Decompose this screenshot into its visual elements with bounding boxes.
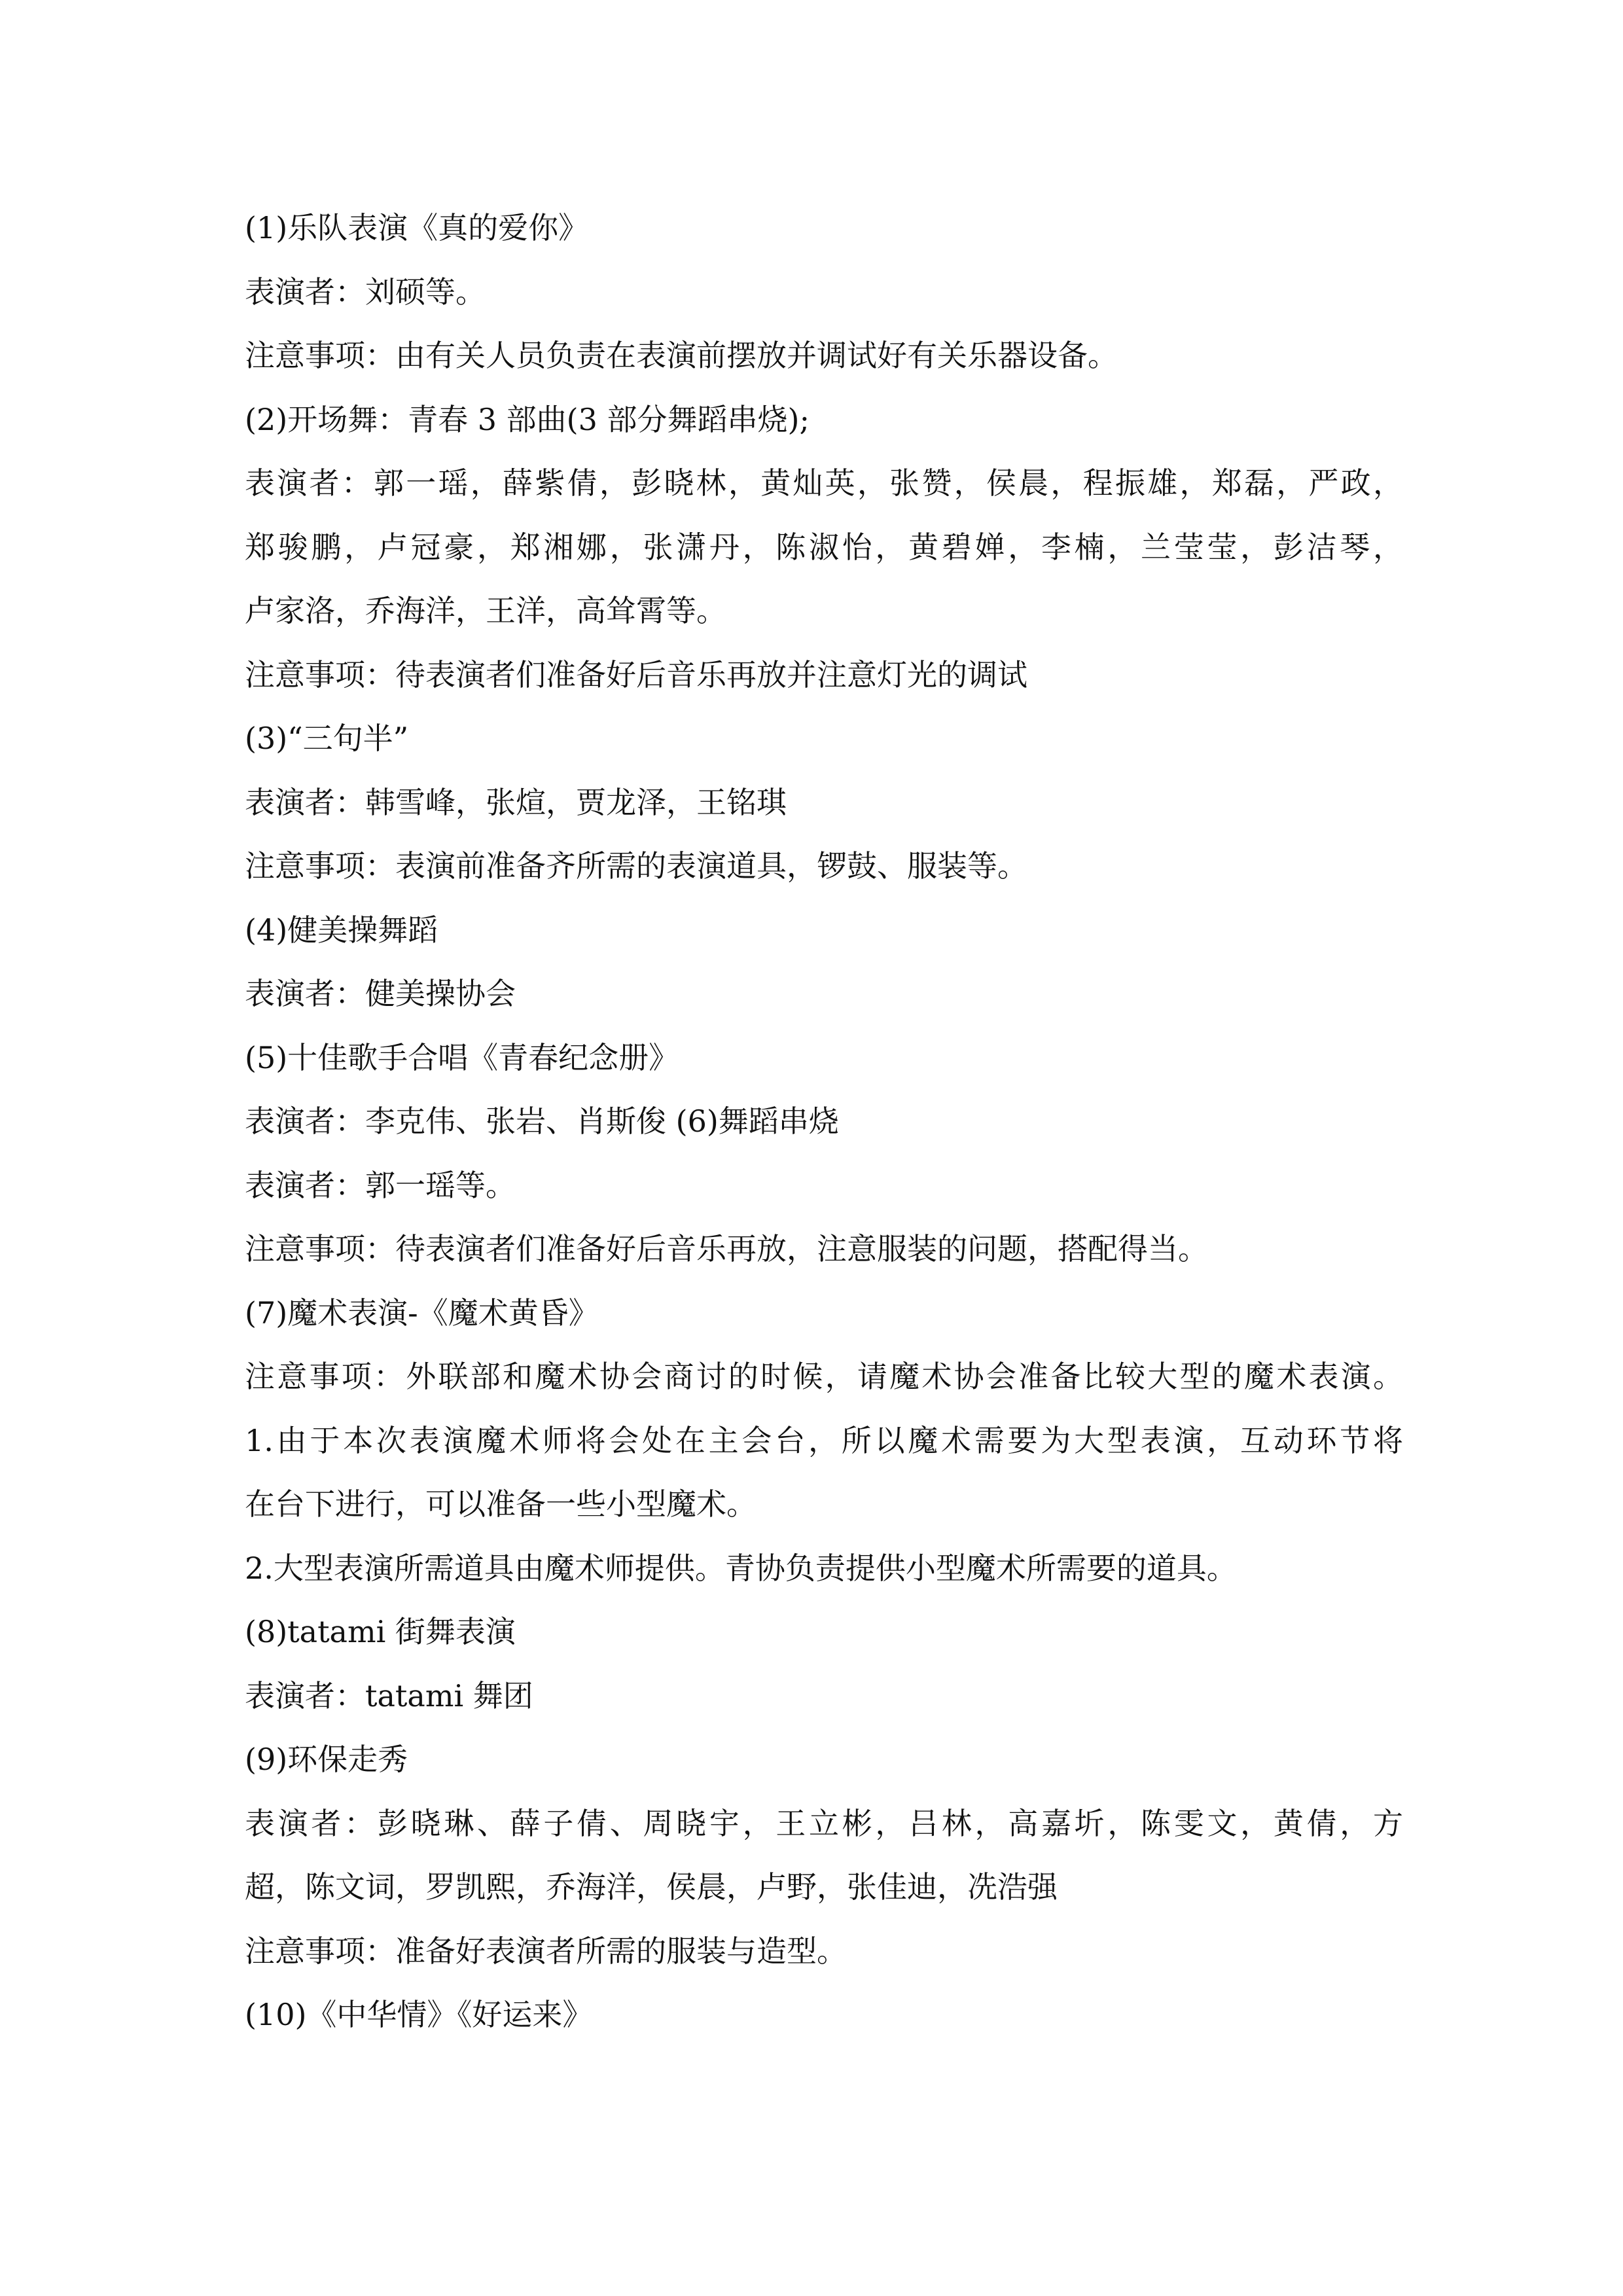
item-3-title: (3)“三句半”	[245, 721, 409, 756]
item-7-point-2: 2.大型表演所需道具由魔术师提供。青协负责提供小型魔术所需要的道具。	[245, 1550, 1237, 1586]
item-2-title: (2)开场舞：青春 3 部曲(3 部分舞蹈串烧);	[245, 401, 810, 437]
item-6-performers: 表演者：郭一瑶等。	[245, 1167, 516, 1203]
item-9-performers-line-2: 超，陈文词，罗凯熙，乔海洋，侯晨，卢野，张佳迪，冼浩强	[245, 1869, 1058, 1905]
document-body	[245, 204, 1403, 2055]
item-1-notes: 注意事项：由有关人员负责在表演前摆放并调试好有关乐器设备。	[245, 338, 1118, 373]
item-10-title: (10)《中华情》《好运来》	[245, 1997, 593, 2032]
item-9-performers-line-1: 表演者：彭晓琳、薛子倩、周晓宇，王立彬，吕林，高嘉圻，陈雯文，黄倩，方	[245, 1805, 1403, 1841]
item-5-title: (5)十佳歌手合唱《青春纪念册》	[245, 1039, 679, 1075]
item-9-notes: 注意事项：准备好表演者所需的服装与造型。	[245, 1933, 847, 1969]
item-7-title: (7)魔术表演-《魔术黄昏》	[245, 1295, 599, 1331]
item-4-performers: 表演者：健美操协会	[245, 976, 516, 1011]
item-5-performers-and-item-6-title: 表演者：李克伟、张岩、肖斯俊 (6)舞蹈串烧	[245, 1103, 839, 1139]
item-7-point-1-line-2: 在台下进行，可以准备一些小型魔术。	[245, 1486, 757, 1522]
item-2-performers-line-1: 表演者：郭一瑶，薛紫倩，彭晓林，黄灿英，张赞，侯晨，程振雄，郑磊，严政，	[245, 465, 1403, 501]
item-4-title: (4)健美操舞蹈	[245, 912, 438, 948]
item-2-performers-line-3: 卢家洛，乔海洋，王洋，高耸霄等。	[245, 593, 726, 628]
item-8-performers: 表演者：tatami 舞团	[245, 1677, 533, 1713]
item-1-title: (1)乐队表演《真的爱你》	[245, 210, 589, 245]
item-3-performers: 表演者：韩雪峰，张煊，贾龙泽，王铭琪	[245, 784, 787, 820]
item-7-point-1-line-1: 1.由于本次表演魔术师将会处在主会台，所以魔术需要为大型表演，互动环节将	[245, 1422, 1403, 1458]
item-2-performers-line-2: 郑骏鹏，卢冠豪，郑湘娜，张潇丹，陈淑怡，黄碧婵，李楠，兰莹莹，彭洁琴，	[245, 529, 1403, 565]
item-1-performers: 表演者：刘硕等。	[245, 274, 486, 310]
item-2-notes: 注意事项：待表演者们准备好后音乐再放并注意灯光的调试	[245, 656, 1027, 692]
item-7-notes: 注意事项：外联部和魔术协会商讨的时候，请魔术协会准备比较大型的魔术表演。	[245, 1359, 1403, 1394]
item-6-notes: 注意事项：待表演者们准备好后音乐再放，注意服装的问题，搭配得当。	[245, 1231, 1208, 1266]
item-3-notes: 注意事项：表演前准备齐所需的表演道具，锣鼓、服装等。	[245, 848, 1027, 884]
item-8-title: (8)tatami 街舞表演	[245, 1614, 516, 1649]
item-9-title: (9)环保走秀	[245, 1742, 408, 1777]
